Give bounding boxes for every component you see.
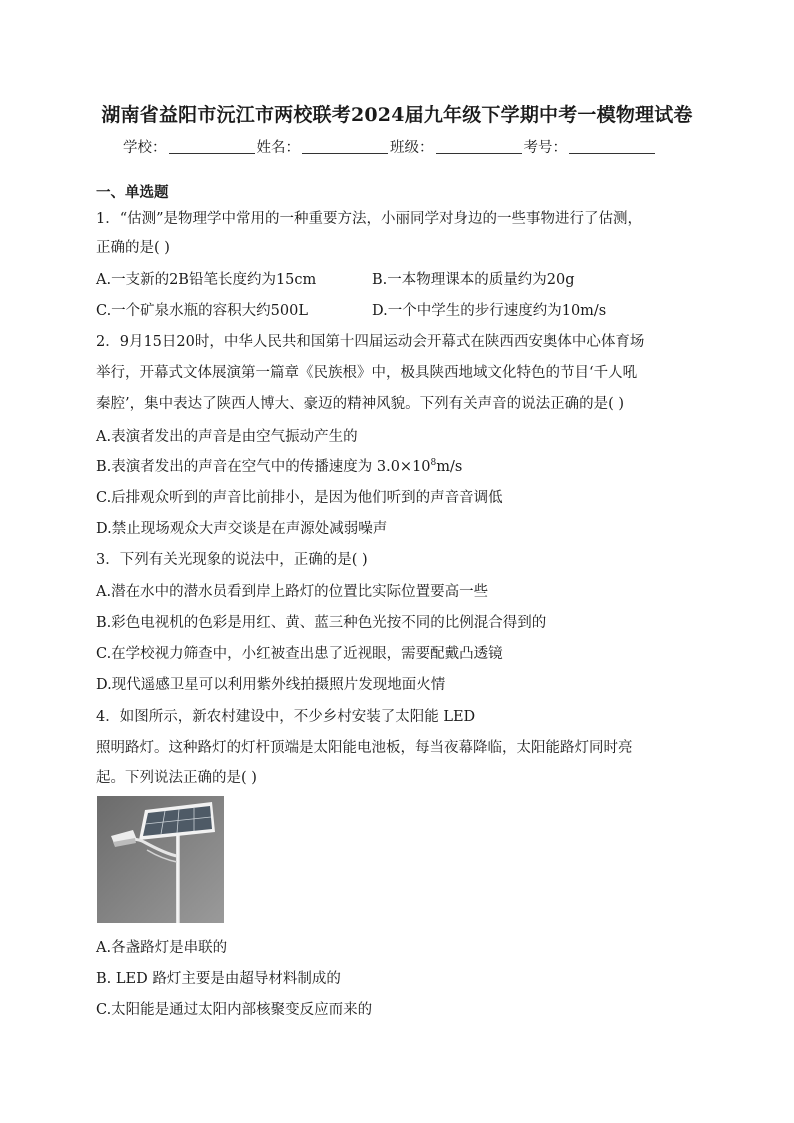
q3-option-a: A.潜在水中的潜水员看到岸上路灯的位置比实际位置要高一些 bbox=[96, 584, 489, 600]
q1-stem-line1: 1．“估测”是物理学中常用的一种重要方法，小丽同学对身边的一些事物进行了估测， bbox=[96, 211, 643, 227]
q1-option-b: B.一本物理课本的质量约为20g bbox=[372, 272, 575, 288]
q2-option-b-text: B.表演者发出的声音在空气中的传播速度为 3.0×10 bbox=[96, 459, 431, 475]
q3-option-b: B.彩色电视机的色彩是用红、黄、蓝三种色光按不同的比例混合得到的 bbox=[96, 615, 547, 631]
q3-option-d: D.现代遥感卫星可以利用紫外线拍摄照片发现地面火情 bbox=[96, 677, 446, 693]
school-blank[interactable] bbox=[169, 139, 255, 154]
q2-stem-line2: 举行，开幕式文体展演第一篇章《民族根》中，极具陕西地域文化特色的节目‘千人吼 bbox=[96, 365, 638, 381]
q2-option-b-unit: m/s bbox=[436, 459, 463, 475]
exam-title: 湖南省益阳市沅江市两校联考2024届九年级下学期中考一模物理试卷 bbox=[101, 104, 693, 126]
class-label: 班级： bbox=[390, 140, 434, 156]
class-blank[interactable] bbox=[436, 139, 522, 154]
q1-option-a: A.一支新的2B铅笔长度约为15cm bbox=[96, 272, 317, 288]
student-info-row bbox=[123, 136, 657, 157]
name-blank[interactable] bbox=[302, 139, 388, 154]
q2-option-b-exponent: 8 bbox=[430, 458, 437, 468]
q3-stem: 3．下列有关光现象的说法中，正确的是( ) bbox=[96, 552, 368, 568]
q4-stem-line1: 4．如图所示，新农村建设中，不少乡村安装了太阳能 LED bbox=[96, 709, 476, 725]
q2-option-b bbox=[96, 455, 462, 476]
q4-option-b: B. LED 路灯主要是由超导材料制成的 bbox=[96, 971, 341, 987]
q4-option-a: A.各盏路灯是串联的 bbox=[96, 940, 228, 956]
q2-option-c: C.后排观众听到的声音比前排小，是因为他们听到的声音音调低 bbox=[96, 490, 503, 506]
exam-number-label: 考号： bbox=[523, 140, 567, 156]
q4-option-c: C.太阳能是通过太阳内部核聚变反应而来的 bbox=[96, 1002, 373, 1018]
q3-option-c: C.在学校视力筛查中，小红被查出患了近视眼，需要配戴凸透镜 bbox=[96, 646, 503, 662]
q4-stem-line2: 照明路灯。这种路灯的灯杆顶端是太阳能电池板，每当夜幕降临，太阳能路灯同时亮 bbox=[96, 740, 633, 756]
q2-stem-line1: 2．9月15日20时，中华人民共和国第十四届运动会开幕式在陕西西安奥体中心体育场 bbox=[96, 334, 645, 350]
q2-option-d: D.禁止现场观众大声交谈是在声源处减弱噪声 bbox=[96, 521, 388, 537]
q1-option-c: C.一个矿泉水瓶的容积大约500L bbox=[96, 303, 308, 319]
school-label: 学校： bbox=[123, 140, 167, 156]
q4-stem-line3: 起。下列说法正确的是( ) bbox=[96, 770, 257, 786]
solar-street-light-photo bbox=[97, 796, 224, 923]
name-label: 姓名： bbox=[256, 140, 300, 156]
q2-stem-line3: 秦腔’，集中表达了陕西人博大、豪迈的精神风貌。下列有关声音的说法正确的是( ) bbox=[96, 396, 625, 412]
q1-option-d: D.一个中学生的步行速度约为10m/s bbox=[372, 303, 607, 319]
section-heading: 一、单选题 bbox=[96, 184, 169, 201]
q1-stem-line2: 正确的是( ) bbox=[96, 240, 170, 256]
exam-number-blank[interactable] bbox=[569, 139, 655, 154]
q2-option-a: A.表演者发出的声音是由空气振动产生的 bbox=[96, 429, 358, 445]
